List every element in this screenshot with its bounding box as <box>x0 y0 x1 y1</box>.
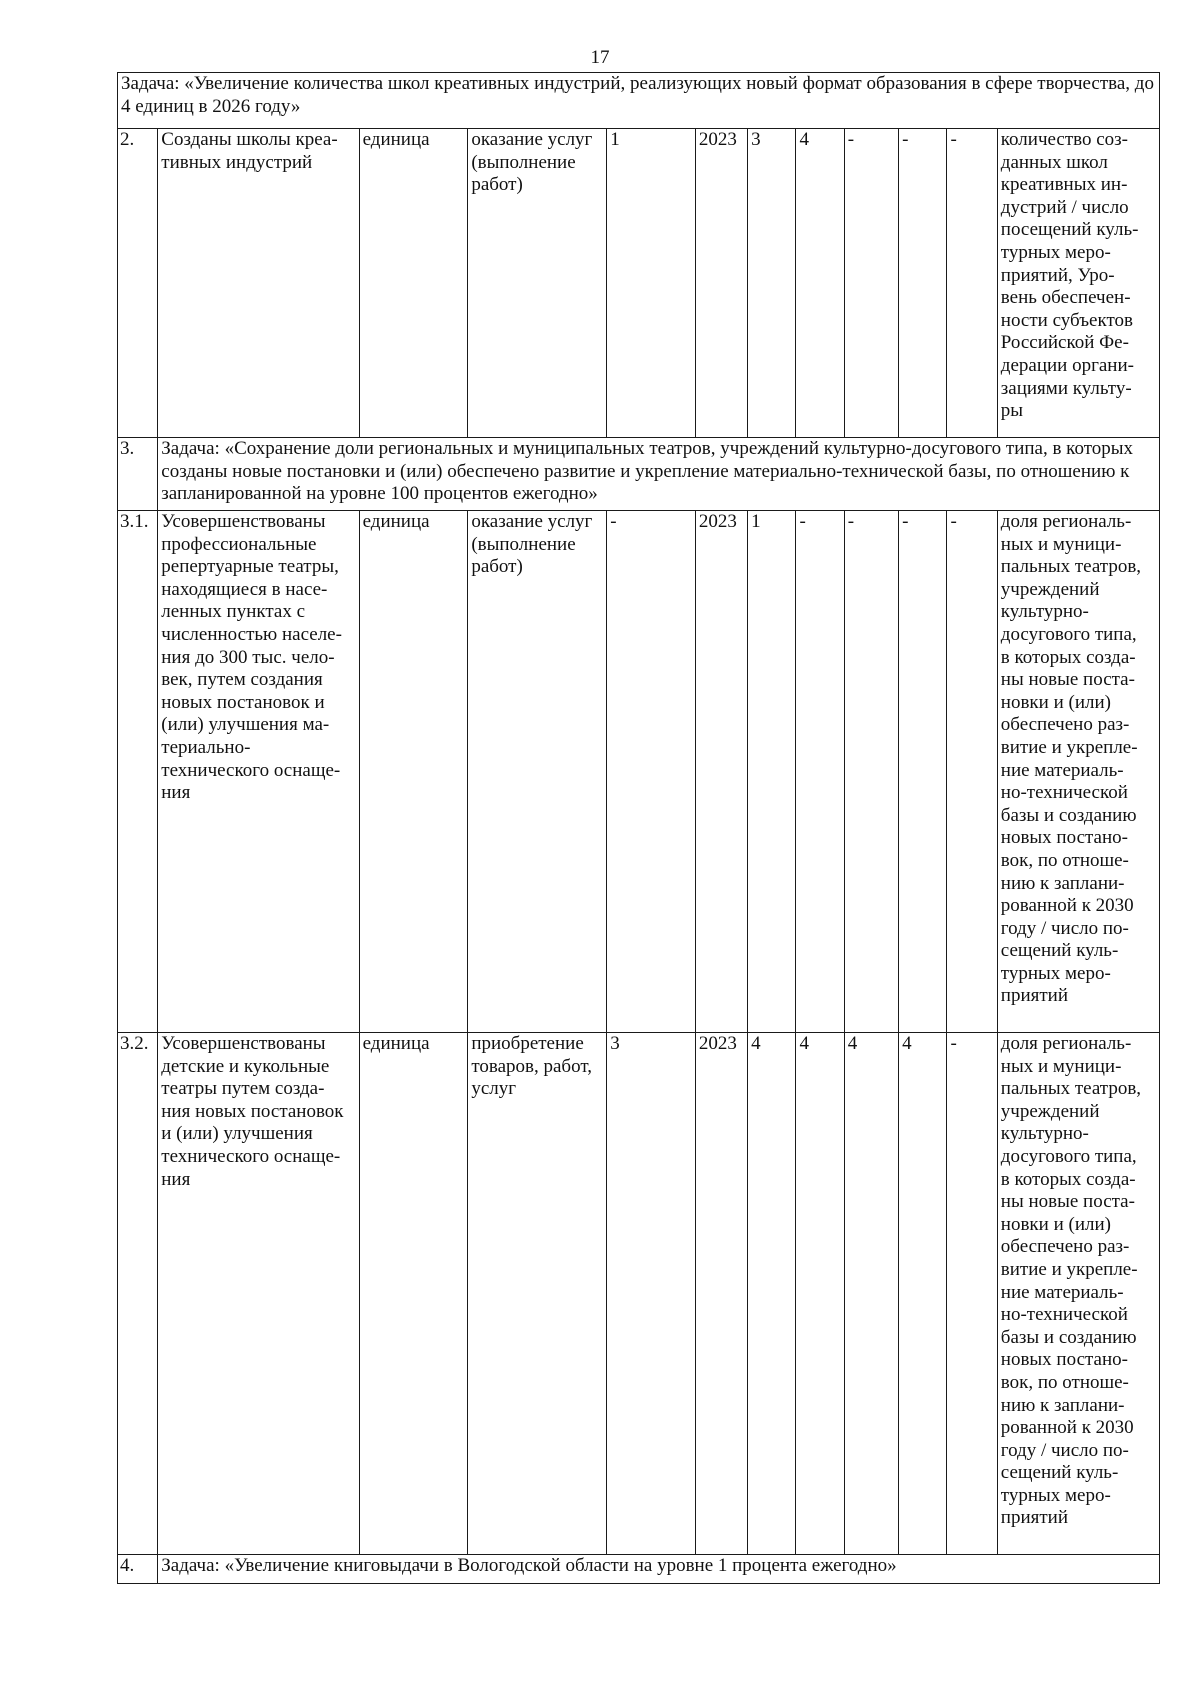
value-cell: 4 <box>899 1033 947 1555</box>
indicator-link-cell: доля региональ- ных и муници- пальных театров, учреждений культурно- досугового типа, в которых созда- ны новые поста- новки и (или) обеспечено раз- витие и укрепле- ние материаль- но-технической базы и созданию новых постано- вок, по отноше- нию к заплани- рованной к 2030 году / число по- сещений куль- турных меро- приятий <box>997 1033 1159 1555</box>
table-row-task-1 <box>118 73 1160 129</box>
base-year-cell: 2023 <box>695 1033 747 1555</box>
indicator-link-cell: доля региональ- ных и муници- пальных театров, учреждений культурно- досугового типа, в которых созда- ны новые поста- новки и (или) обеспечено раз- витие и укрепле- ние материаль- но-технической базы и созданию новых постано- вок, по отноше- нию к заплани- рованной к 2030 году / число по- сещений куль- турных меро- приятий <box>997 511 1159 1033</box>
unit-cell: единица <box>359 511 468 1033</box>
task-4-text: Задача: «Увеличение книговыдачи в Вологодской области на уровне 1 процента ежегодно» <box>158 1555 1160 1584</box>
value-cell: 4 <box>748 1033 796 1555</box>
task-3-text: Задача: «Сохранение доли региональных и муниципальных театров, учреждений культурно-досугового типа, в которых созданы новые постановки и (или) обеспечено развитие и укрепление материально-технической базы, по отношению к запланированной на уровне 100 процентов ежегодно» <box>158 438 1160 511</box>
row-number: 2. <box>118 129 158 438</box>
value-cell: - <box>947 1033 997 1555</box>
task-1-text: Задача: «Увеличение количества школ креативных индустрий, реализующих новый формат образования в сфере творчества, до 4 единиц в 2026 году» <box>118 73 1160 129</box>
page-number: 17 <box>590 47 610 68</box>
value-cell: 4 <box>796 129 844 438</box>
result-type-cell: оказание услуг (выполнение работ) <box>468 511 607 1033</box>
value-cell: - <box>844 129 898 438</box>
base-year-cell: 2023 <box>695 511 747 1033</box>
table-row-4 <box>118 1555 1160 1584</box>
value-cell: 1 <box>748 511 796 1033</box>
value-cell: - <box>899 129 947 438</box>
value-cell: - <box>796 511 844 1033</box>
table-row-3 <box>118 438 1160 511</box>
row-number: 3. <box>118 438 158 511</box>
table-row-2 <box>118 129 1160 438</box>
value-cell: - <box>899 511 947 1033</box>
result-type-cell: приобретение товаров, работ, услуг <box>468 1033 607 1555</box>
value-cell: - <box>947 511 997 1033</box>
results-table <box>117 72 1160 1584</box>
table-row-3-2 <box>118 1033 1160 1555</box>
unit-cell: единица <box>359 129 468 438</box>
value-cell: - <box>844 511 898 1033</box>
result-name: Созданы школы креа- тивных индустрий <box>158 129 359 438</box>
base-value-cell: 1 <box>607 129 696 438</box>
base-value-cell: 3 <box>607 1033 696 1555</box>
unit-cell: единица <box>359 1033 468 1555</box>
indicator-link-cell: количество соз- данных школ креативных ин- дустрий / число посещений куль- турных меро- приятий, Уро- вень обеспечен- ности субъектов Российской Фе- дерации органи- зациями культу- ры <box>997 129 1159 438</box>
row-number: 3.1. <box>118 511 158 1033</box>
result-name: Усовершенствованы детские и кукольные театры путем созда- ния новых постановок и (или) улучшения технического оснаще- ния <box>158 1033 359 1555</box>
value-cell: 3 <box>748 129 796 438</box>
table-row-3-1 <box>118 511 1160 1033</box>
value-cell: 4 <box>844 1033 898 1555</box>
value-cell: - <box>947 129 997 438</box>
result-name: Усовершенствованы профессиональные репертуарные театры, находящиеся в насе- ленных пунктах с численностью населе- ния до 300 тыс. чело- век, путем создания новых постановок и (или) улучшения ма- териально- технического оснаще- ния <box>158 511 359 1033</box>
base-year-cell: 2023 <box>695 129 747 438</box>
result-type-cell: оказание услуг (выполнение работ) <box>468 129 607 438</box>
value-cell: 4 <box>796 1033 844 1555</box>
base-value-cell: - <box>607 511 696 1033</box>
row-number: 3.2. <box>118 1033 158 1555</box>
row-number: 4. <box>118 1555 158 1584</box>
